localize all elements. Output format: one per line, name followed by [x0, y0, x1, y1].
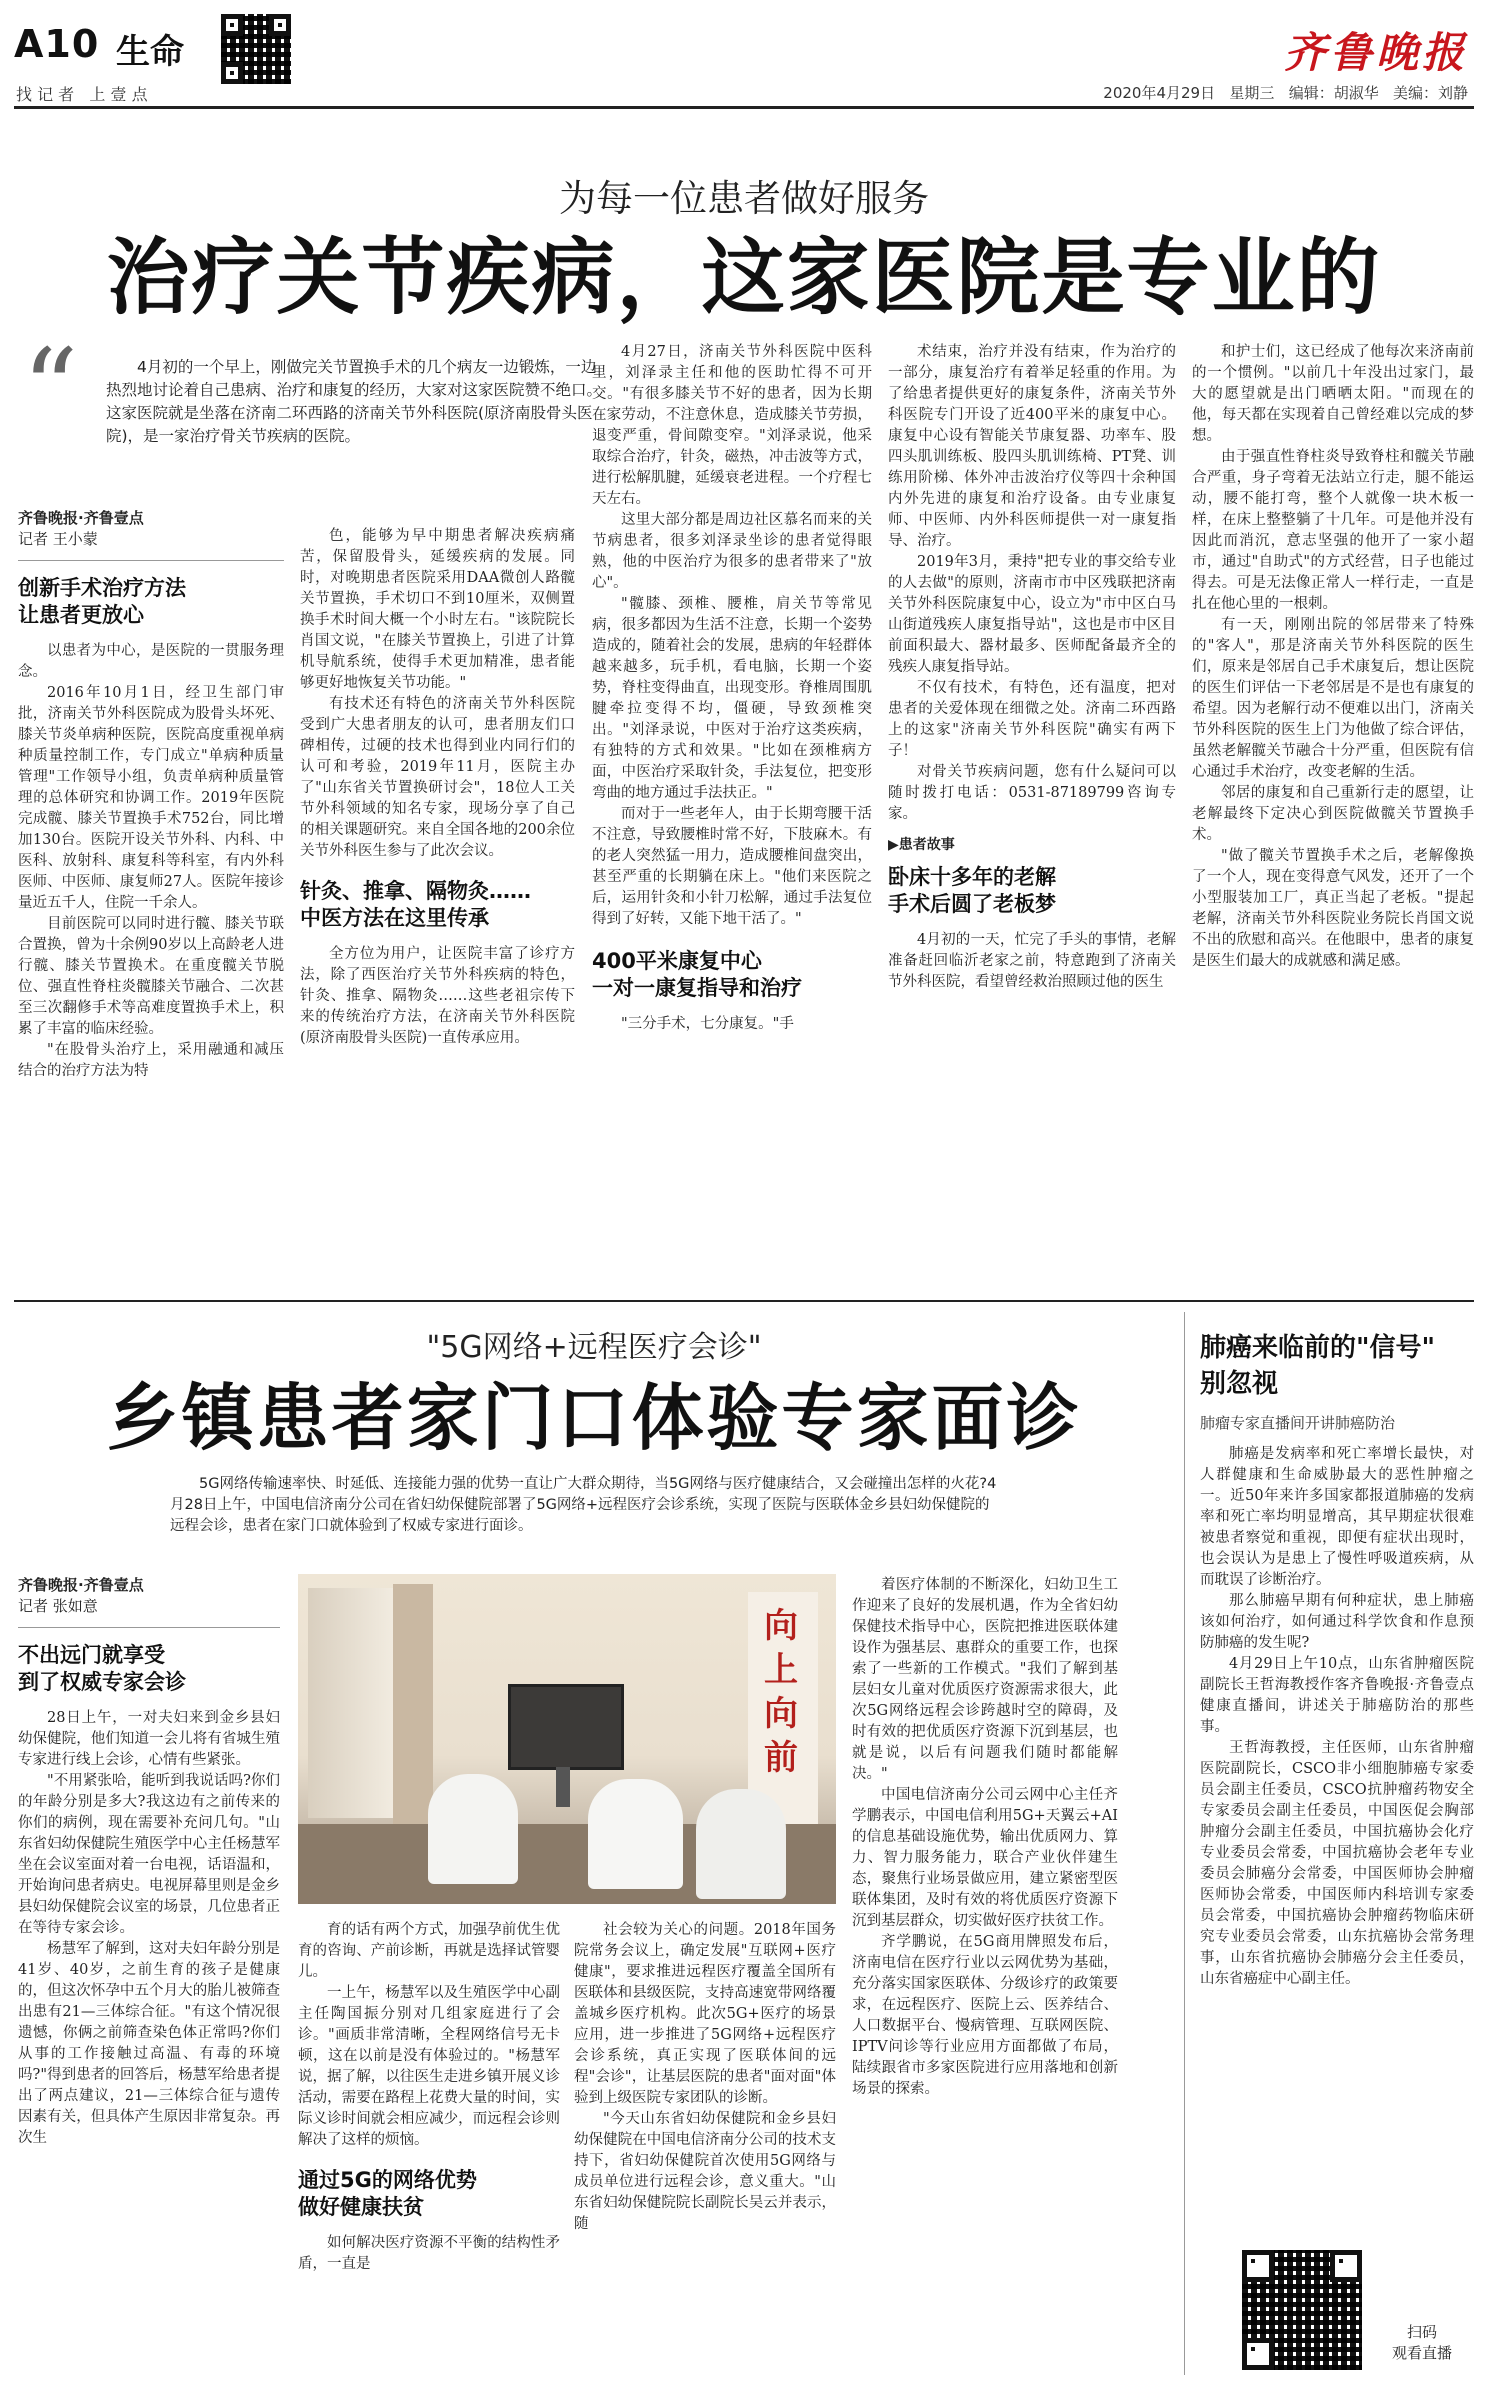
article2-headline: 乡镇患者家门口体验专家面诊: [106, 1376, 1082, 1460]
article2-kicker: "5G网络+远程医疗会诊": [426, 1330, 762, 1365]
photo-screen-stand: [556, 1767, 570, 1807]
article1-column-1: [18, 508, 284, 1290]
paragraph: 由于强直性脊柱炎导致脊柱和髋关节融合严重，身子弯着无法站立行走，腿不能运动，腰不能打弯，整个人就像一块木板一样，在床上整整躺了十几年。可是他并没有因此而消沉，意志坚强的他开了一家小超市，通过"自助式"的方式经营，日子也能过得去。可是无法像正常人一样行走，一直是扎在他心里的一根刺。: [1192, 449, 1474, 612]
article3-subheading: 肺瘤专家直播间开讲肺癌防治: [1200, 1414, 1396, 1432]
paragraph: 邻居的康复和自己重新行走的愿望，让老解最终下定决心到医院做髋关节置换手术。: [1192, 785, 1474, 843]
article1-c1: [18, 641, 284, 1082]
article1-column-3: [592, 342, 872, 1290]
article1-headline: 治疗关节疾病，这家医院是专业的: [106, 229, 1382, 326]
photo-window: [308, 1588, 398, 1818]
photo-doctor: [696, 1789, 786, 1899]
paragraph: 对骨关节疾病问题，您有什么疑问可以随时拨打电话：0531-87189799咨询专家。: [888, 764, 1176, 822]
article1-subheading-2: 针灸、推拿、隔物灸…… 中医方法在这里传承: [300, 879, 531, 930]
article2-column-1: [18, 1575, 280, 2375]
page-number: A10: [14, 22, 100, 66]
paragraph: 不仅有技术，有特色，还有温度，把对患者的关爱体现在细微之处。济南二环西路上的这家"济南关节外科医院"确实有两下子！: [888, 680, 1176, 759]
byline-divider: [18, 1627, 280, 1628]
article2-column-3: [574, 1920, 836, 2375]
paragraph: 术结束，治疗并没有结束，作为治疗的一部分，康复治疗有着举足轻重的作用。为了给患者提供更好的康复条件，济南关节外科医院专门开设了近400平米的康复中心。康复中心设有智能关节康复器、功率车、股四头肌训练板、股四头肌训练椅、PT凳、训练用阶梯、体外冲击波治疗仪等四十余种国内外先进的康复和治疗设备。由专业康复师、中医师、内外科医师提供一对一康复指导、治疗。: [888, 344, 1176, 549]
qr-caption: 扫码 观看直播: [1391, 2323, 1452, 2362]
paragraph: "做了髋关节置换手术之后，老解像换了一个人，现在变得意气风发，还开了一个小型服装加工厂，真正当起了老板。"提起老解，济南关节外科医院业务院长肖国文说不出的欣慰和高兴。在他眼中，患者的康复是医生们最大的成就感和满足感。: [1192, 848, 1474, 969]
article3-headline: 肺癌来临前的"信号" 别忽视: [1200, 1333, 1436, 1399]
header-rule: [14, 106, 1474, 109]
paragraph: 全方位为用户，让医院丰富了诊疗方法，除了西医治疗关节外科疾病的特色，针灸、推拿、隔物灸……这些老祖宗传下来的传统治疗方法，在济南关节外科医院(原济南股骨头医院)一直传承应用。: [300, 946, 575, 1046]
photo-doctor: [588, 1779, 683, 1889]
article2-column-4: [852, 1575, 1118, 2375]
paragraph: 那么肺癌早期有何种症状，患上肺癌该如何治疗，如何通过科学饮食和作息预防肺癌的发生呢?: [1200, 1593, 1474, 1651]
paragraph: 中国电信济南分公司云网中心主任齐学鹏表示，中国电信利用5G+天翼云+AI的信息基础设施优势，输出优质网力、算力、智力服务能力，联合产业伙伴建生态，聚焦行业场景做应用，建立紧密型医联体集团，及时有效的将优质医疗资源下沉到基层群众，切实做好医疗扶贫工作。: [852, 1787, 1118, 1929]
photo-screen: [508, 1684, 624, 1770]
masthead-logo: 齐鲁晚报: [1283, 28, 1468, 77]
paragraph: "三分手术，七分康复。"手: [621, 1016, 794, 1032]
paragraph: "今天山东省妇幼保健院和金乡县妇幼保健院在中国电信济南分公司的技术支持下，省妇幼保健院首次使用5G网络与成员单位进行远程会诊，意义重大。"山东省妇幼保健院院长副院长吴云并表示，随: [574, 2111, 836, 2232]
article1-reporter: 记者 王小蒙: [18, 530, 98, 548]
article1-subheading-4: 卧床十多年的老解 手术后圆了老板梦: [888, 865, 1056, 916]
paragraph: "髋膝、颈椎、腰椎，肩关节等常见病，很多都因为生活不注意，长期一个姿势造成的，随着社会的发展，患病的年轻群体越来越多，玩手机，看电脑，长期一个姿势，脊柱变得曲直，出现变形。脊椎周围肌腱牵拉变得不均，僵硬，导致颈椎突出。"刘泽录说，中医对于治疗这类疾病，有独特的方式和效果。"比如在颈椎病方面，中医治疗采取针灸，手法复位，把变形弯曲的地方通过手法扶正。": [592, 596, 872, 801]
article1-column-4: [888, 342, 1176, 1290]
paragraph: 4月初的一天，忙完了手头的事情，老解准备赶回临沂老家之前，特意跑到了济南关节外科医院，看望曾经救治照顾过他的医生: [888, 932, 1176, 990]
paragraph: 色，能够为早中期患者解决疾病痛苦，保留股骨头，延缓疾病的发展。同时，对晚期患者医院采用DAA微创人路髋关节置换，手术切口不到10厘米，双侧置换手术时间大概一个小时左右。"该院院长肖国文说，"在膝关节置换上，引进了计算机导航系统，使得手术更加精准，患者能够更好地恢复关节功能。": [300, 528, 575, 691]
article1-subheading-1: 创新手术治疗方法 让患者更放心: [18, 576, 186, 627]
paragraph: 4月27日，济南关节外科医院中医科里，刘泽录主任和他的医助忙得不可开交。"有很多膝关节不好的患者，因为长期在家劳动，不注意休息，造成膝关节劳损，退变严重，骨间隙变窄。"刘泽录说，他采取综合治疗，针灸，磁热，冲击波等方式，进行松解肌腱，延缓衰老进程。一个疗程七天左右。: [592, 344, 872, 507]
article2-lead: 5G网络传输速率快、时延低、连接能力强的优势一直让广大群众期待，当5G网络与医疗健康结合，又会碰撞出怎样的火花?4月28日上午，中国电信济南分公司在省妇幼保健院部署了5G网络+远程医疗会诊系统，实现了医院与医联体金乡县妇幼保健院的远程会诊，患者在家门口就体验到了权威专家进行面诊。: [170, 1476, 997, 1534]
article2-subheading-2: 通过5G的网络优势 做好健康扶贫: [298, 2168, 477, 2219]
byline-divider: [18, 560, 284, 561]
article2-column-2: [298, 1920, 560, 2375]
article1-column-2: [300, 526, 575, 1290]
column-divider: [1184, 1312, 1185, 2375]
article2-subheading-1: 不出远门就享受 到了权威专家会诊: [18, 1643, 186, 1694]
paragraph: 杨慧军了解到，这对夫妇年龄分别是41岁、40岁，之前生育的孩子是健康的，但这次怀孕中五个月大的胎儿被筛查出患有21—三体综合征。"有这个情况很遗憾，你俩之前筛查染色体正常吗?你们从事的工作接触过高温、有毒的环境吗?"得到患者的回答后，杨慧军给患者提出了两点建议，21—三体综合征与遗传因素有关，但具体产生原因非常复杂。再次生: [18, 1941, 280, 2146]
paragraph: 肺癌是发病率和死亡率增长最快，对人群健康和生命威胁最大的恶性肿瘤之一。近50年来许多国家都报道肺癌的发病率和死亡率均明显增高，其早期症状很难被患者察觉和重视，即便有症状出现时，也会误认为是患上了慢性呼吸道疾病，从而耽误了诊断治疗。: [1200, 1446, 1474, 1588]
paragraph: 2019年3月，秉持"把专业的事交给专业的人去做"的原则，济南市市中区残联把济南关节外科医院康复中心，设立为"市中区白马山街道残疾人康复指导站"，这也是市中区目前面积最大、器材最多、医师配备最齐全的残疾人康复指导站。: [888, 554, 1176, 675]
live-stream-qr-code[interactable]: [1242, 2250, 1362, 2370]
paragraph: 这里大部分都是周边社区慕名而来的关节病患者，很多刘泽录坐诊的患者觉得眼熟，他的中医治疗为很多的患者带来了"放心"。: [592, 512, 872, 591]
article1-kicker: 为每一位患者做好服务: [559, 177, 929, 220]
article1-lead: 4月初的一个早上，刚做完关节置换手术的几个病友一边锻炼，一边热烈地讨论着自己患病、治疗和康复的经历，大家对这家医院赞不绝口。这家医院就是坐落在济南二环西路的济南关节外科医院(原济南股骨头医院)，是一家治疗骨关节疾病的医院。: [106, 358, 603, 445]
paragraph: 齐学鹏说，在5G商用牌照发布后，济南电信在医疗行业以云网优势为基础，充分落实国家医联体、分级诊疗的政策要求，在远程医疗、医院上云、医养结合、人口数据平台、慢病管理、互联网医院、IPTV问诊等行业应用方面都做了布局，陆续跟省市多家医院进行应用落地和创新场景的探索。: [852, 1934, 1118, 2097]
article2-reporter: 记者 张如意: [18, 1597, 98, 1615]
paragraph: 2016年10月1日，经卫生部门审批，济南关节外科医院成为股骨头坏死、膝关节炎单病种医院，医院高度重视单病种质量控制工作，专门成立"单病种质量管理"工作领导小组，负责单病种质量管理的总体研究和协调工作。2019年医院完成髋、膝关节置换手术752台，同比增加130台。医院开设关节外科、内科、中医科、放射科、康复科等科室，有内外科医师、中医师、康复师27人。医院年接诊量近五千人，住院一千余人。: [18, 685, 284, 911]
paragraph: 如何解决医疗资源不平衡的结构性矛盾，一直是: [298, 2235, 560, 2272]
article1-subheading-3: 400平米康复中心 一对一康复指导和治疗: [592, 949, 802, 1000]
photo-banner-text: 向上向前: [764, 1606, 798, 1778]
section-name: 生命: [116, 32, 184, 72]
article1-column-5: [1192, 342, 1474, 1290]
article1-source: 齐鲁晚报·齐鲁壹点: [18, 509, 144, 527]
paragraph: 而对于一些老年人，由于长期弯腰干活不注意，导致腰椎时常不好，下肢麻木。有的老人突然猛一用力，造成腰椎间盘突出，甚至严重的长期躺在床上。"他们来医院之后，运用针灸和小针刀松解，通过手法复位得到了好转，又能下地干活了。": [592, 806, 872, 927]
paragraph: 以患者为中心，是医院的一贯服务理念。: [18, 643, 284, 680]
paragraph: 一上午，杨慧军以及生殖医学中心副主任陶国振分别对几组家庭进行了会诊。"画质非常清晰，全程网络信号无卡顿，这在以前是没有体验过的。"杨慧军说，据了解，以往医生走进乡镇开展义诊活动，需要在路程上花费大量的时间，实际义诊时间就会相应减少，而远程会诊则解决了这样的烦恼。: [298, 1985, 560, 2148]
paragraph: 和护士们，这已经成了他每次来济南前的一个惯例。"以前几十年没出过家门，最大的愿望就是出门晒晒太阳。"而现在的他，每天都在实现着自己曾经难以完成的梦想。: [1192, 344, 1474, 444]
paragraph: 28日上午，一对夫妇来到金乡县妇幼保健院，他们知道一会儿将有省城生殖专家进行线上会诊，心情有些紧张。: [18, 1710, 280, 1768]
paragraph: 育的话有两个方式，加强孕前优生优育的咨询、产前诊断，再就是选择试管婴儿。: [298, 1922, 560, 1980]
paragraph: 有技术还有特色的济南关节外科医院受到广大患者朋友的认可，患者朋友们口碑相传，过硬的技术也得到业内同行们的认可和考验，2019年11月，医院主办了"山东省关节置换研讨会"，18位人工关节外科领域的知名专家，现场分享了自己的相关课题研究。来自全国各地的200余位关节外科医生参与了此次会议。: [300, 696, 575, 859]
paragraph: 王哲海教授，主任医师，山东省肿瘤医院副院长，CSCO非小细胞肺癌专家委员会副主任委员，CSCO抗肿瘤药物安全专家委员会副主任委员，中国医促会胸部肿瘤分会副主任委员，中国抗癌协会化疗专业委员会常委，中国抗癌协会老年专业委员会肺癌分会常委，中国医师协会肿瘤医师协会常委，中国医师内科培训专家委员会常委，中国抗癌协会肿瘤药物临床研究专业委员会常委，山东抗癌协会常务理事，山东省抗癌协会肺癌分会主任委员，山东省癌症中心副主任。: [1200, 1740, 1474, 1987]
paragraph: "在股骨头治疗上，采用融通和减压结合的治疗方法为特: [18, 1042, 284, 1079]
photo-doctor: [428, 1774, 518, 1884]
article3-body: [1200, 1444, 1474, 2234]
consultation-photo: [298, 1574, 836, 1904]
date-line: 2020年4月29日 星期三 编辑：胡淑华 美编：刘静: [1103, 84, 1468, 102]
paragraph: 目前医院可以同时进行髋、膝关节联合置换，曾为十余例90岁以上高龄老人进行髋、膝关节置换术。在重度髋关节脱位、强直性脊柱炎髋膝关节融合、二次甚至三次翻修手术等高难度置换手术上，积累了丰富的临床经验。: [18, 916, 284, 1037]
quote-mark-icon: “: [22, 325, 79, 453]
header-slogan: 找 记 者 上 壹 点: [16, 85, 148, 104]
article-divider: [14, 1300, 1474, 1302]
article2-source: 齐鲁晚报·齐鲁壹点: [18, 1576, 144, 1594]
header-qr-code: [221, 14, 291, 84]
article1-section-tag: ▶患者故事: [888, 837, 955, 853]
paragraph: 有一天，刚刚出院的邻居带来了特殊的"客人"，那是济南关节外科医院的医生们，原来是邻居自己手术康复后，想让医院的医生们评估一下老邻居是不是也有康复的希望。因为老解行动不便难以出门，济南关节外科医院的医生上门为他做了综合评估，虽然老解髋关节融合十分严重，但医院有信心通过手术治疗，改变老解的生活。: [1192, 617, 1474, 780]
photo-curtain: [393, 1584, 433, 1824]
paragraph: 4月29日上午10点，山东省肿瘤医院副院长王哲海教授作客齐鲁晚报·齐鲁壹点健康直播间，讲述关于肺癌防治的那些事。: [1200, 1656, 1474, 1735]
paragraph: 着医疗体制的不断深化，妇幼卫生工作迎来了良好的发展机遇，作为全省妇幼保健技术指导中心，医院把推进医联体建设作为强基层、惠群众的重要工作，也探索了一些新的工作模式。"我们了解到基层妇女儿童对优质医疗资源需求很大，此次5G网络远程会诊跨越时空的障碍，及时有效的把优质医疗资源下沉到基层，也就是说，以后有问题我们随时都能解决。": [852, 1577, 1118, 1782]
paragraph: 社会较为关心的问题。2018年国务院常务会议上，确定发展"互联网+医疗健康"，要求推进远程医疗覆盖全国所有医联体和县级医院，支持高速宽带网络覆盖城乡医疗机构。此次5G+医疗的场景应用，进一步推进了5G网络+远程医疗会诊系统，真正实现了医联体间的远程"会诊"，让基层医院的患者"面对面"体验到上级医院专家团队的诊断。: [574, 1922, 836, 2106]
paragraph: "不用紧张哈，能听到我说话吗?你们的年龄分别是多大?我这边有之前传来的你们的病例，现在需要补充问几句。"山东省妇幼保健院生殖医学中心主任杨慧军坐在会议室面对着一台电视，话语温和，开始询问患者病史。电视屏幕里则是金乡县妇幼保健院会议室的场景，几位患者正在等待专家会诊。: [18, 1773, 280, 1936]
